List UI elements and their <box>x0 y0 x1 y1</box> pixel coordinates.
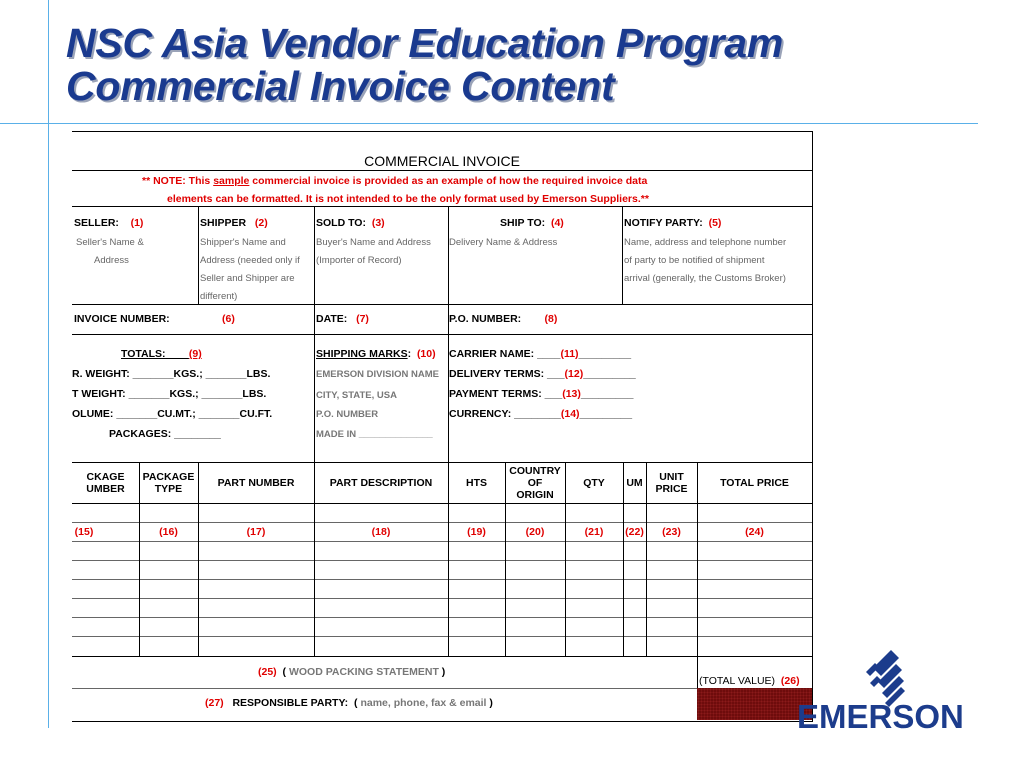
col-header-unit-price: UNIT PRICE <box>655 470 688 495</box>
packages: PACKAGES: ________ <box>109 428 221 440</box>
sample-note-line1: ** NOTE: This sample commercial invoice is provided as an example of how the required invoice data <box>142 175 648 187</box>
col-sep <box>198 206 199 304</box>
rule <box>72 334 812 335</box>
col-num-24: (24) <box>745 526 764 538</box>
date-label: DATE: (7) <box>316 313 369 325</box>
ship-to-label: SHIP TO: (4) <box>500 217 564 229</box>
net-weight: T WEIGHT: _______KGS.; _______LBS. <box>72 388 267 400</box>
sold-to-label: SOLD TO: (3) <box>316 217 385 229</box>
col-sep <box>448 206 449 304</box>
invoice-number-num: (6) <box>222 313 235 325</box>
rule <box>72 304 812 305</box>
sold-to-desc2: (Importer of Record) <box>316 255 402 266</box>
col-header-qty: QTY <box>583 476 605 489</box>
notify-party-label: NOTIFY PARTY: (5) <box>624 217 722 229</box>
col-sep <box>314 304 315 334</box>
marks-line4: MADE IN ______________ <box>316 429 433 440</box>
rule <box>72 560 812 561</box>
totals-label: TOTALS:____(9) <box>121 348 202 360</box>
col-num-16: (16) <box>159 526 178 538</box>
rule <box>72 206 812 207</box>
marks-line2: CITY, STATE, USA <box>316 390 397 401</box>
shipper-label: SHIPPER (2) <box>200 217 268 229</box>
payment-terms: PAYMENT TERMS: ___(13)_________ <box>449 388 634 400</box>
rule <box>72 636 812 637</box>
carrier-name: CARRIER NAME: ____(11)_________ <box>449 348 632 360</box>
col-num-18: (18) <box>371 526 391 538</box>
shipping-marks-label: SHIPPING MARKS: (10) <box>316 348 436 360</box>
shipper-desc1: Shipper's Name and <box>200 237 286 248</box>
notify-desc2: of party to be notified of shipment <box>624 255 765 266</box>
col-sep <box>622 206 623 304</box>
col-header-package-number: CKAGE UMBER <box>86 470 125 495</box>
total-value-label: (TOTAL VALUE) (26) <box>699 675 800 687</box>
slide-title <box>66 22 783 108</box>
slide-title-line2: Commercial Invoice Content <box>66 63 615 109</box>
rule <box>72 656 812 657</box>
sample-note-line2: elements can be formatted. It is not intended to be the only format used by Emerson Suppliers.** <box>167 193 649 205</box>
shipper-desc3: Seller and Shipper are <box>200 273 295 284</box>
shipper-desc2: Address (needed only if <box>200 255 300 266</box>
horizontal-guide-line <box>0 123 978 124</box>
col-header-package-type: PACKAGE TYPE <box>142 470 195 495</box>
col-header-um: UM <box>626 476 643 489</box>
rule <box>72 579 812 580</box>
col-num-21: (21) <box>584 526 604 538</box>
col-sep <box>314 206 315 304</box>
sold-to-desc1: Buyer's Name and Address <box>316 237 431 248</box>
col-num-19: (19) <box>467 526 486 538</box>
commercial-invoice-form <box>72 131 813 722</box>
vertical-guide-line <box>48 0 49 728</box>
col-num-23: (23) <box>662 526 681 538</box>
wood-packing-statement: (25) ( WOOD PACKING STATEMENT ) <box>258 666 446 678</box>
col-header-total-price: TOTAL PRICE <box>720 476 789 489</box>
marks-line1: EMERSON DIVISION NAME <box>316 369 439 380</box>
responsible-party: (27) RESPONSIBLE PARTY: ( name, phone, fax & email ) <box>205 697 493 709</box>
seller-desc2: Address <box>94 255 129 266</box>
delivery-terms: DELIVERY TERMS: ___(12)_________ <box>449 368 636 380</box>
rule <box>72 170 812 171</box>
col-header-hts: HTS <box>466 476 487 489</box>
invoice-number-label: INVOICE NUMBER: <box>74 313 170 325</box>
col-num-22: (22) <box>625 526 644 538</box>
currency: CURRENCY: ________(14)_________ <box>449 408 633 420</box>
seller-label: SELLER: (1) <box>74 217 144 229</box>
invoice-heading: COMMERCIAL INVOICE <box>364 153 520 169</box>
col-num-17: (17) <box>246 526 266 538</box>
notify-desc3: arrival (generally, the Customs Broker) <box>624 273 786 284</box>
col-num-15: (15) <box>74 526 94 538</box>
rule <box>72 522 812 523</box>
col-header-part-description: PART DESCRIPTION <box>329 476 433 489</box>
rule <box>72 503 812 504</box>
emerson-wordmark: EMERSON <box>797 698 964 735</box>
rule <box>72 541 812 542</box>
col-sep <box>314 334 315 462</box>
total-value-cell <box>697 688 812 720</box>
seller-desc1: Seller's Name & <box>76 237 144 248</box>
slide-title-line1: NSC Asia Vendor Education Program <box>66 20 784 66</box>
po-number-label: P.O. NUMBER: (8) <box>449 313 558 325</box>
notify-desc1: Name, address and telephone number <box>624 237 787 248</box>
col-num-20: (20) <box>525 526 545 538</box>
gross-weight: R. WEIGHT: _______KGS.; _______LBS. <box>72 368 271 380</box>
rule <box>72 617 812 618</box>
shipper-desc4: different) <box>200 291 238 302</box>
rule <box>72 598 812 599</box>
volume: OLUME: _______CU.MT.; _______CU.FT. <box>72 408 273 420</box>
ship-to-desc1: Delivery Name & Address <box>449 237 558 248</box>
col-header-country-of-origin: COUNTRY OF ORIGIN <box>509 464 561 501</box>
col-header-part-number: PART NUMBER <box>217 476 295 489</box>
marks-line3: P.O. NUMBER <box>316 409 379 420</box>
